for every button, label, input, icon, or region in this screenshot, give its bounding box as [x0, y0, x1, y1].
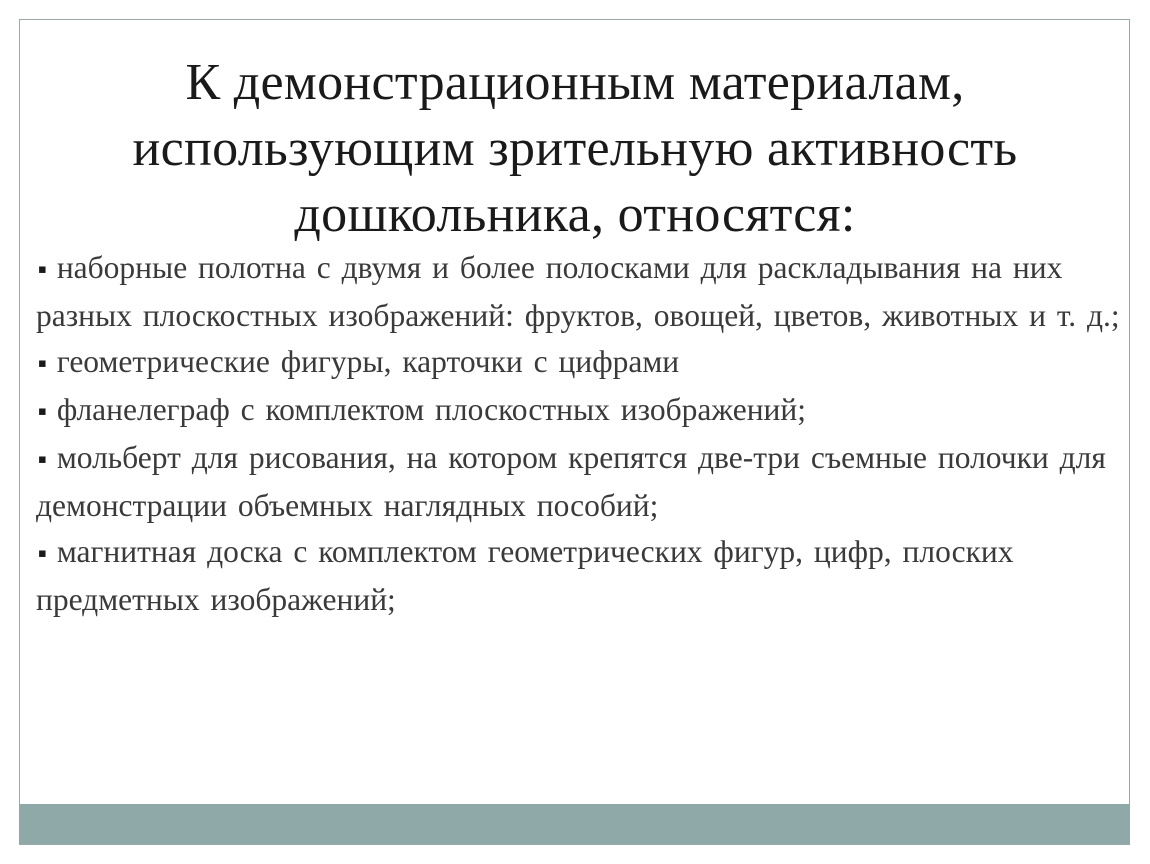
bullet-icon: ▪ — [38, 546, 47, 561]
bullet-icon: ▪ — [38, 452, 47, 467]
list-item-text: магнитная доска с комплектом геометрических фигур, цифр, плоских предметных изображений; — [36, 534, 1014, 617]
bullet-icon: ▪ — [38, 356, 47, 371]
slide-title: К демонстрационным материалам, использующим зрительную активность дошкольника, относятся: — [132, 54, 1018, 243]
bullet-icon: ▪ — [38, 262, 47, 277]
footer-bar — [19, 804, 1130, 844]
list-item-text: геометрические фигуры, карточки с цифрами — [56, 344, 680, 379]
list-item-text: фланелеграф с комплектом плоскостных изображений; — [56, 392, 807, 427]
list-item — [36, 245, 1121, 339]
list-item — [36, 339, 1121, 387]
list-item-text: наборные полотна с двумя и более полосками для раскладывания на них разных плоскостных изображений: фруктов, овощей, цветов, животных и т. д.; — [36, 250, 1120, 333]
list-item — [36, 387, 1121, 435]
list-item-text: мольберт для рисования, на котором крепятся две-три съемные полочки для демонстрации объемных наглядных пособий; — [36, 440, 1106, 523]
list-item — [36, 435, 1121, 529]
bullet-list — [36, 245, 1121, 623]
bullet-icon: ▪ — [38, 404, 47, 419]
list-item — [36, 529, 1121, 623]
